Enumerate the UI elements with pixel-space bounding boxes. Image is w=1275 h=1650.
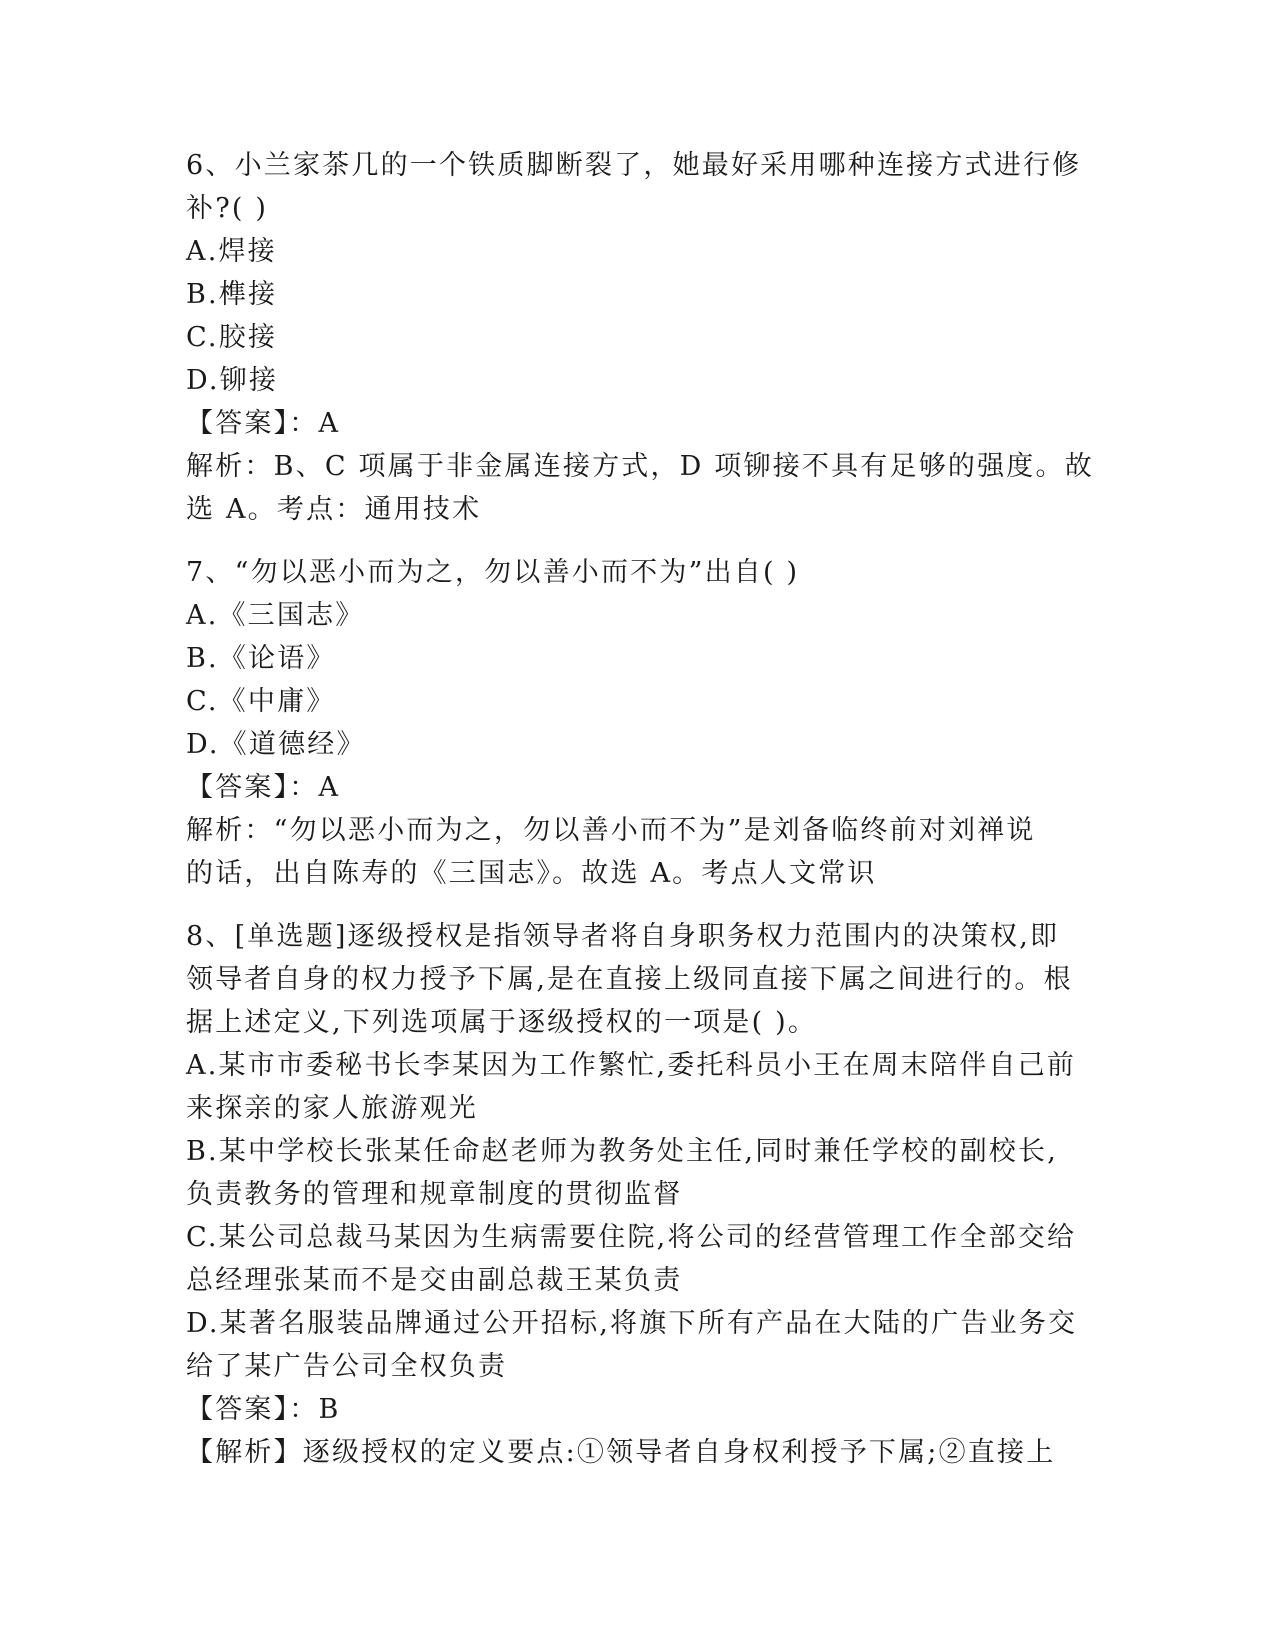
option-c: 总经理张某而不是交由副总裁王某负责 bbox=[186, 1265, 683, 1296]
answer: 【答案】：B bbox=[186, 1394, 341, 1425]
question-6 bbox=[186, 144, 1094, 531]
option-d: D.铆接 bbox=[186, 365, 279, 396]
analysis: 解析：B、C 项属于非金属连接方式，D 项铆接不具有足够的强度。故 bbox=[186, 451, 1094, 482]
question-8 bbox=[186, 915, 1086, 1474]
page-content bbox=[186, 144, 1094, 1474]
analysis: 【解析】逐级授权的定义要点:①领导者自身权利授予下属;②直接上 bbox=[186, 1437, 1056, 1468]
question-stem: 领导者自身的权力授予下属,是在直接上级同直接下属之间进行的。根 bbox=[186, 964, 1073, 995]
option-c: C.胶接 bbox=[186, 322, 278, 353]
answer: 【答案】：A bbox=[186, 772, 341, 803]
option-a: A.《三国志》 bbox=[186, 600, 365, 631]
option-d: D.某著名服装品牌通过公开招标,将旗下所有产品在大陆的广告业务交 bbox=[186, 1308, 1078, 1339]
option-d: 给了某广告公司全权负责 bbox=[186, 1351, 508, 1382]
option-c: C.某公司总裁马某因为生病需要住院,将公司的经营管理工作全部交给 bbox=[186, 1222, 1077, 1253]
answer: 【答案】：A bbox=[186, 408, 341, 439]
option-b: B.榫接 bbox=[186, 279, 278, 310]
spacer bbox=[186, 895, 1086, 915]
option-b: B.某中学校长张某任命赵老师为教务处主任,同时兼任学校的副校长, bbox=[186, 1136, 1058, 1167]
option-b: B.《论语》 bbox=[186, 643, 336, 674]
question-stem: 补?( ) bbox=[186, 193, 269, 224]
analysis: 选 A。考点：通用技术 bbox=[186, 494, 482, 525]
question-stem: 8、[单选题]逐级授权是指领导者将自身职务权力范围内的决策权,即 bbox=[186, 921, 1060, 952]
option-a: A.某市市委秘书长李某因为工作繁忙,委托科员小王在周末陪伴自己前 bbox=[186, 1050, 1077, 1081]
question-stem: 6、小兰家茶几的一个铁质脚断裂了，她最好采用哪种连接方式进行修 bbox=[186, 150, 1082, 181]
option-c: C.《中庸》 bbox=[186, 686, 336, 717]
spacer bbox=[186, 531, 1086, 551]
option-a: A.焊接 bbox=[186, 236, 277, 267]
question-stem: 7、“勿以恶小而为之，勿以善小而不为”出自( ) bbox=[186, 557, 800, 588]
question-7 bbox=[186, 551, 1086, 895]
question-stem: 据上述定义,下列选项属于逐级授权的一项是( )。 bbox=[186, 1007, 818, 1038]
option-d: D.《道德经》 bbox=[186, 729, 366, 760]
option-a: 来探亲的家人旅游观光 bbox=[186, 1093, 478, 1124]
option-b: 负责教务的管理和规章制度的贯彻监督 bbox=[186, 1179, 683, 1210]
analysis: 解析：“勿以恶小而为之，勿以善小而不为”是刘备临终前对刘禅说 bbox=[186, 815, 1036, 846]
analysis: 的话，出自陈寿的《三国志》。故选 A。考点人文常识 bbox=[186, 858, 877, 889]
